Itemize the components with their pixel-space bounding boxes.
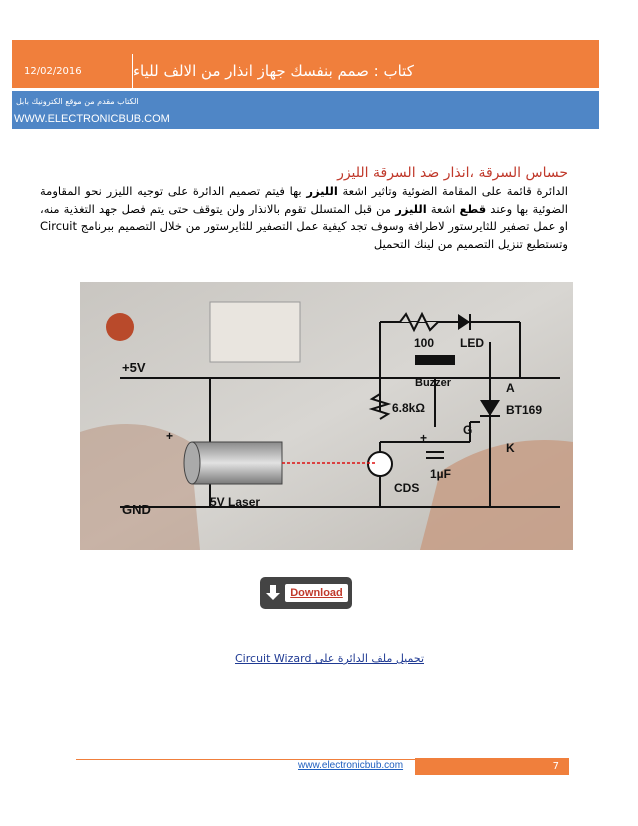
- label-buzzer: Buzzer: [415, 377, 452, 389]
- hand-left: [80, 424, 200, 550]
- footer-page-number: 7: [415, 758, 569, 775]
- label-gnd: GND: [122, 502, 151, 517]
- circuit-diagram: [80, 282, 573, 550]
- label-laser: 5V Laser: [210, 495, 261, 509]
- header-bar: [12, 54, 599, 88]
- label-plus-laser: +: [166, 429, 174, 443]
- header-title: كتاب : صمم بنفسك جهاز انذار من الالف للياء: [132, 54, 599, 88]
- para-bold-3: الليزر: [395, 201, 427, 216]
- subheader-band: [12, 91, 599, 129]
- label-k: K: [506, 441, 515, 455]
- article-heading: حساس السرقة ،انذار ضد السرقة الليزر: [337, 165, 568, 181]
- para-part-4: من قبل المتسلل تقوم بالانذار ولن يتوقف حتى يتم فصل جهد التغذية منه، او عمل تصفير للثايرستور لاطرافة وسوف تجد كيفية عمل التصفير للثايرستور من خلال التصميم ببرنامج Circuit وتستطيع تنزيل التصميم من لينك التحميل: [40, 201, 568, 251]
- label-r1: 100: [414, 336, 435, 350]
- download-button[interactable]: [260, 577, 352, 609]
- header-band: [12, 40, 599, 88]
- label-cds: CDS: [394, 481, 420, 495]
- subheader-credit: الكتاب مقدم من موقع الكترونيك بابل: [16, 97, 139, 106]
- label-a: A: [506, 381, 515, 395]
- laser-body: [192, 442, 282, 484]
- para-part-3: اشعة: [426, 201, 460, 216]
- circuit-photo-svg: [80, 282, 573, 550]
- label-r2: 6.8kΩ: [392, 401, 425, 415]
- label-plus-cap: +: [420, 431, 428, 445]
- buzzer-symbol: [415, 355, 455, 365]
- circuit-wizard-link[interactable]: تحميل ملف الدائرة على Circuit Wizard: [235, 652, 425, 665]
- footer-url[interactable]: www.electronicbub.com: [298, 760, 404, 771]
- label-cap: 1µF: [430, 467, 451, 481]
- label-scr: BT169: [506, 403, 543, 417]
- label-led: LED: [460, 336, 484, 350]
- subheader-url[interactable]: WWW.ELECTRONICBUB.COM: [14, 113, 170, 125]
- download-label: Download: [285, 584, 348, 602]
- para-part-2: بها فيتم تصميم الدائرة على توجيه الليزر نحو المقاومة الضوئية بها وعند: [40, 184, 568, 216]
- article-paragraph: [40, 183, 568, 253]
- download-arrow-icon: [264, 583, 282, 603]
- para-part-1: الدائرة قائمة على المقامة الضوئية وتاثير اشعة: [337, 184, 568, 198]
- breadboard: [210, 302, 300, 362]
- para-bold-2: قطع: [459, 201, 487, 216]
- label-5v: +5V: [122, 360, 146, 375]
- para-bold-1: الليزر: [306, 184, 338, 198]
- header-date: 12/02/2016: [24, 65, 82, 77]
- laser-lens: [184, 442, 200, 484]
- label-g: G: [463, 423, 473, 437]
- spool: [106, 313, 134, 341]
- cds-symbol: [368, 452, 392, 476]
